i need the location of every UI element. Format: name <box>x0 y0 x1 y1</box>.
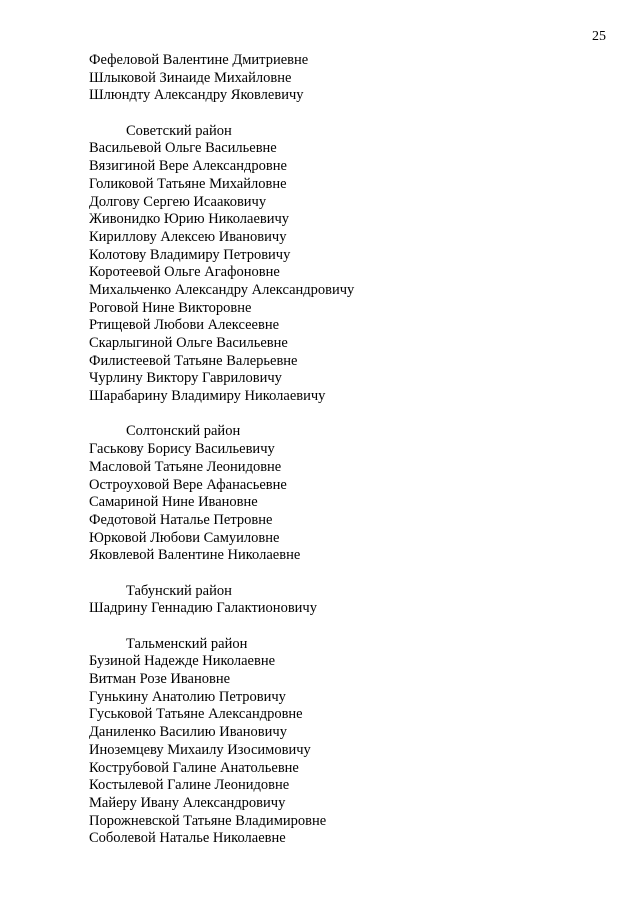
list-item: Самариной Нине Ивановне <box>89 494 258 511</box>
list-item: Коротеевой Ольге Агафоновне <box>89 264 280 281</box>
list-item: Шлюндту Александру Яковлевичу <box>89 87 304 104</box>
list-item: Даниленко Василию Ивановичу <box>89 724 287 741</box>
list-item: Ртищевой Любови Алексеевне <box>89 317 280 334</box>
list-item: Соболевой Наталье Николаевне <box>89 830 286 847</box>
list-item: Филистеевой Татьяне Валерьевне <box>89 352 298 369</box>
page-number: 25 <box>592 29 606 44</box>
list-item: Васильевой Ольге Васильевне <box>89 140 277 157</box>
list-item: Остроуховой Вере Афанасьевне <box>89 476 287 493</box>
list-item: Роговой Нине Викторовне <box>89 299 252 316</box>
list-item: Фефеловой Валентине Дмитриевне <box>89 52 309 68</box>
section-sovetsky <box>89 123 589 406</box>
list-item: Иноземцеву Михаилу Изосимовичу <box>89 741 311 758</box>
list-item: Гунькину Анатолию Петровичу <box>89 688 286 705</box>
list-item: Живонидко Юрию Николаевичу <box>89 211 290 228</box>
list-item: Вязигиной Вере Александровне <box>89 158 287 175</box>
list-item: Федотовой Наталье Петровне <box>89 511 273 528</box>
list-item: Михальченко Александру Александровичу <box>89 281 355 298</box>
list-item: Кострубовой Галине Анатольевне <box>89 759 299 776</box>
section-heading: Табунский район <box>126 582 232 599</box>
list-item: Кириллову Алексею Ивановичу <box>89 228 287 245</box>
section-talmensky <box>89 636 589 848</box>
list-item: Юрковой Любови Самуиловне <box>89 529 280 546</box>
list-item: Масловой Татьяне Леонидовне <box>89 458 282 475</box>
intro-list <box>89 52 589 105</box>
list-item: Бузиной Надежде Николаевне <box>89 653 276 670</box>
list-item: Майеру Ивану Александровичу <box>89 794 286 811</box>
list-item: Гуськовой Татьяне Александровне <box>89 706 303 723</box>
list-item: Шарабарину Владимиру Николаевичу <box>89 388 326 405</box>
section-heading: Тальменский район <box>126 635 248 652</box>
section-heading: Солтонский район <box>126 423 241 440</box>
document-body <box>89 52 589 848</box>
section-heading: Советский район <box>126 122 232 139</box>
list-item: Шадрину Геннадию Галактионовичу <box>89 600 317 617</box>
list-item: Скарлыгиной Ольге Васильевне <box>89 335 288 351</box>
list-item: Витман Розе Ивановне <box>89 671 231 688</box>
list-item: Костылевой Галине Леонидовне <box>89 777 290 794</box>
list-item: Порожневской Татьяне Владимировне <box>89 812 327 829</box>
list-item: Голиковой Татьяне Михайловне <box>89 175 287 192</box>
list-item: Чурлину Виктору Гавриловичу <box>89 370 282 387</box>
section-soltonsky <box>89 423 589 565</box>
list-item: Яковлевой Валентине Николаевне <box>89 547 301 564</box>
list-item: Шлыковой Зинаиде Михайловне <box>89 69 292 86</box>
list-item: Колотову Владимиру Петровичу <box>89 246 291 263</box>
list-item: Долгову Сергею Исааковичу <box>89 193 267 210</box>
section-tabunsky <box>89 583 589 618</box>
list-item: Гаськову Борису Васильевичу <box>89 441 275 458</box>
